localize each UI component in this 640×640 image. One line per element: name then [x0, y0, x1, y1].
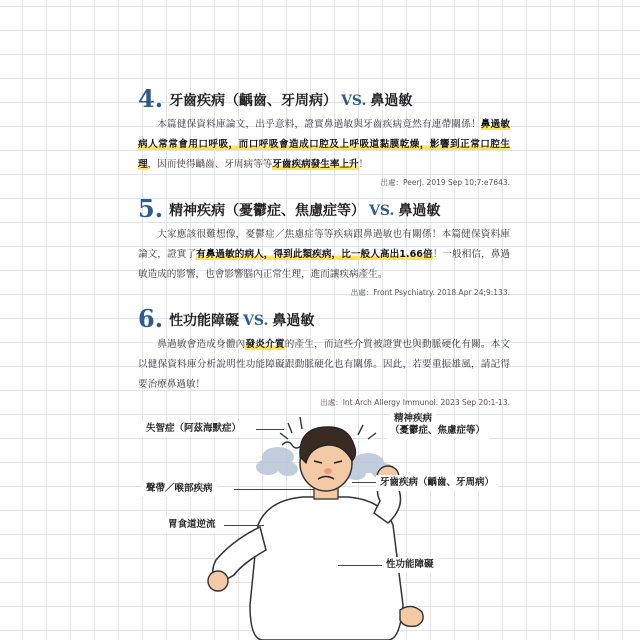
section-target: 鼻過敏: [370, 93, 413, 109]
highlight-text: 有鼻過敏的病人，得到此類疾病，比一般人高出1.66倍: [196, 249, 433, 260]
body-text: ，因而使得齲齒、牙周病等等: [147, 159, 273, 170]
leader-line: [338, 565, 382, 566]
section-6: [138, 302, 510, 408]
label-psych-1: 精神疾病: [390, 411, 436, 425]
body-text: ！: [358, 159, 369, 170]
source-citation: 出處：Int Arch Allergy Immunol. 2023 Sep 20:1-13.: [320, 398, 510, 407]
body-text: 本篇健保資料庫論文，出乎意料，證實鼻過敏與牙齒疾病竟然有連帶關係！: [157, 119, 481, 130]
section-4: [138, 82, 510, 188]
leader-line: [224, 525, 264, 526]
leader-line: [352, 482, 376, 483]
section-title: 牙齒疾病（齲齒、牙周病）: [169, 93, 338, 109]
leader-line: [256, 429, 284, 430]
section-target: 鼻過敏: [272, 313, 315, 329]
vs-label: VS.: [341, 93, 367, 109]
label-reflux: 胃食道逆流: [164, 517, 220, 533]
section-number: 5.: [138, 194, 164, 223]
leader-line: [234, 489, 314, 490]
section-heading: [138, 82, 510, 111]
vs-label: VS.: [243, 313, 269, 329]
section-5: [138, 192, 510, 298]
highlight-text: 發炎介質: [245, 339, 285, 350]
section-number: 4.: [138, 84, 164, 113]
highlight-text: 鼻過敏病人常常會用口呼吸，而口呼吸會造成口腔及上呼吸道黏膜乾燥，影響到正常口腔生理: [138, 119, 511, 170]
label-sexual: 性功能障礙: [382, 557, 438, 573]
label-throat: 聲帶／喉部疾病: [142, 481, 217, 497]
label-dental: 牙齒疾病（齲齒、牙周病）: [376, 475, 498, 491]
body-text: 鼻過敏會造成身體內: [157, 339, 246, 350]
section-number: 6.: [138, 304, 164, 333]
section-title: 精神疾病（憂鬱症、焦慮症等）: [169, 203, 366, 219]
section-target: 鼻過敏: [398, 203, 441, 219]
vs-label: VS.: [369, 203, 395, 219]
illustration: [138, 405, 510, 640]
section-heading: [138, 192, 510, 221]
label-dementia: 失智症（阿茲海默症）: [142, 421, 245, 437]
section-heading: [138, 302, 510, 331]
label-psych-2: （憂鬱症、焦慮症等）: [386, 425, 489, 439]
section-body: [138, 225, 510, 285]
body-text: 的產生，而這些介質被證實也與動脈硬化有關。本文以健保資料庫分析說明性功能障礙跟動脈硬化也有關係。因此，若要重振雄風，請記得要治療鼻過敏！: [138, 339, 511, 390]
source-citation: 出處：PeerJ. 2019 Sep 10;7:e7643.: [380, 178, 510, 187]
source-citation: 出處：Front Psychiatry. 2018 Apr 24;9:133.: [350, 288, 510, 297]
section-title: 性功能障礙: [169, 313, 240, 329]
body-text: ！一般相信，鼻過敏造成的影響，也會影響腦內正常生理，進而讓疾病產生。: [138, 249, 511, 280]
section-body: [138, 115, 510, 175]
highlight-text: 牙齒疾病發生率上升: [272, 159, 359, 170]
section-body: [138, 335, 510, 395]
body-text: 大家應該很難想像，憂鬱症／焦慮症等等疾病跟鼻過敏也有關係！本篇健保資料庫論文，證實了: [138, 229, 510, 260]
